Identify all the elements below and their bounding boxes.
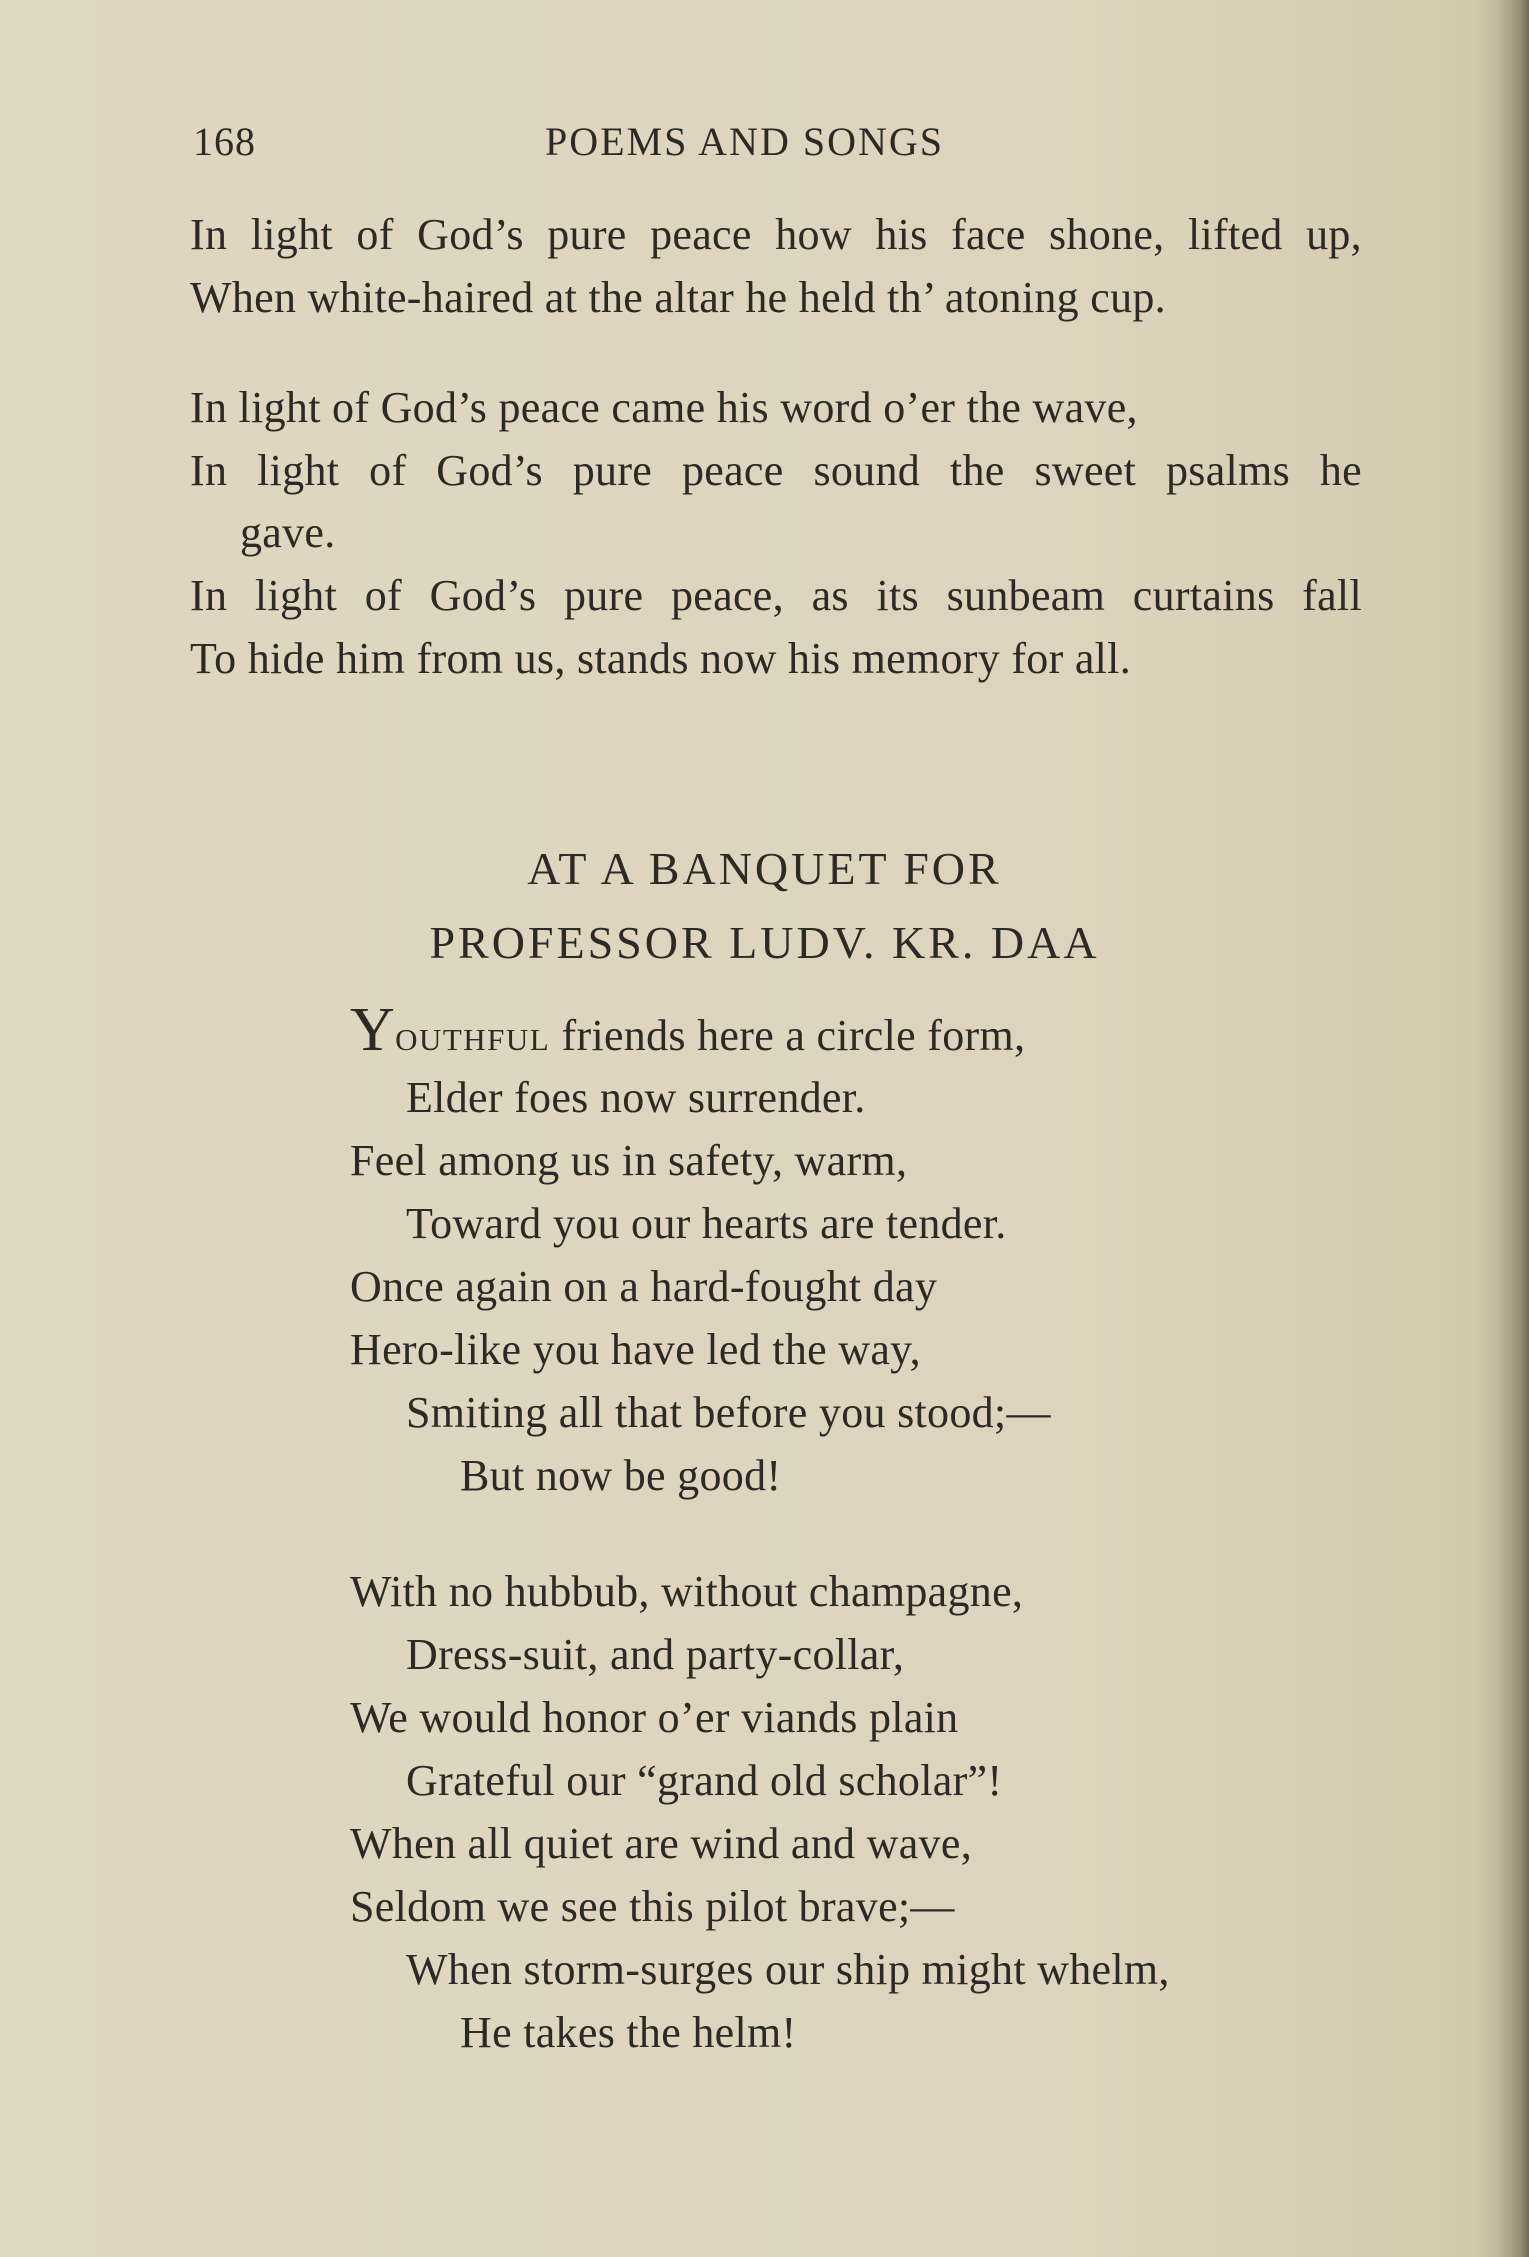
poem-first-line xyxy=(350,996,1026,1066)
poem-line: Feel among us in safety, warm, xyxy=(350,1136,908,1185)
previous-poem-line: In light of God’s pure peace, as its sunbeam curtains fall xyxy=(190,571,1362,620)
poem-title-line-1: AT A BANQUET FOR xyxy=(527,843,1002,894)
poem-line: Seldom we see this pilot brave;— xyxy=(350,1882,955,1931)
poem-line: We would honor o’er viands plain xyxy=(350,1693,959,1742)
poem-line: When storm-surges our ship might whelm, xyxy=(406,1945,1170,1994)
previous-poem-line: In light of God’s peace came his word o’er the wave, xyxy=(190,383,1138,432)
poem-line: With no hubbub, without champagne, xyxy=(350,1567,1024,1616)
poem-line: Dress-suit, and party-collar, xyxy=(406,1630,905,1679)
poem-line: Smiting all that before you stood;— xyxy=(406,1388,1051,1437)
poem-line: When all quiet are wind and wave, xyxy=(350,1819,972,1868)
first-word-small-caps: outhful xyxy=(395,1011,551,1060)
previous-poem-line: In light of God’s pure peace how his face shone, lifted up, xyxy=(190,210,1362,259)
previous-poem-line: When white-haired at the altar he held th’ atoning cup. xyxy=(190,273,1166,322)
page-edge-shadow xyxy=(1477,0,1529,2257)
poem-line: Elder foes now surrender. xyxy=(406,1073,866,1122)
poem-line: He takes the helm! xyxy=(460,2008,797,2057)
previous-poem-line: In light of God’s pure peace sound the sweet psalms he xyxy=(190,446,1362,495)
poem-title-line-2: PROFESSOR LUDV. KR. DAA xyxy=(429,917,1100,968)
poem-line: Once again on a hard-fought day xyxy=(350,1262,938,1311)
previous-poem-line: To hide him from us, stands now his memory for all. xyxy=(190,634,1131,683)
poem-line: Toward you our hearts are tender. xyxy=(406,1199,1007,1248)
page-number: 168 xyxy=(193,119,256,164)
page-header xyxy=(190,118,1370,178)
poem-line: Grateful our “grand old scholar”! xyxy=(406,1756,1003,1805)
poem-line: Hero-like you have led the way, xyxy=(350,1325,921,1374)
first-line-rest: friends here a circle form, xyxy=(550,1011,1026,1060)
running-title: POEMS AND SONGS xyxy=(545,119,944,164)
previous-poem-line: gave. xyxy=(240,508,336,557)
poem-line: But now be good! xyxy=(460,1451,782,1500)
drop-cap: Y xyxy=(350,996,396,1064)
